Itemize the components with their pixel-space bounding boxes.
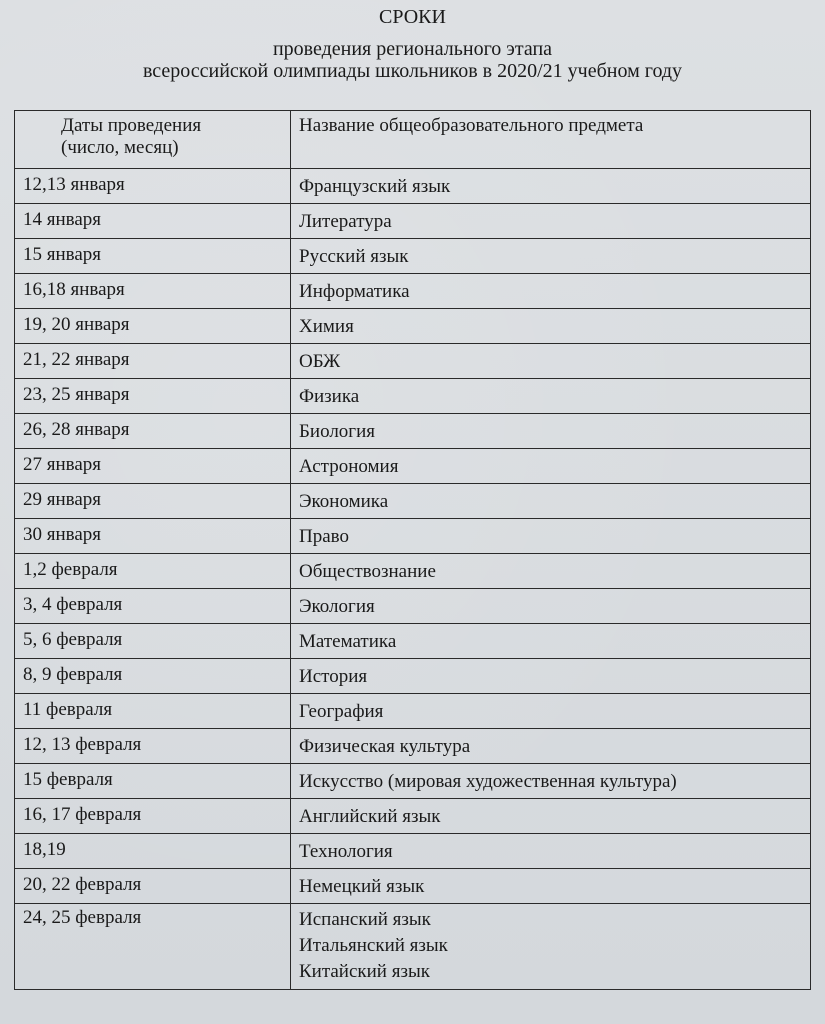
date-cell: 14 января	[15, 204, 291, 239]
subject-name: История	[299, 666, 368, 687]
subject-cell	[291, 169, 811, 204]
subject-cell	[291, 309, 811, 344]
date-cell: 19, 20 января	[15, 309, 291, 344]
subject-cell	[291, 869, 811, 904]
schedule-table	[14, 110, 811, 990]
table-row	[15, 169, 811, 204]
subject-name: Право	[299, 526, 349, 547]
table-row	[15, 309, 811, 344]
document-title: СРОКИ	[379, 6, 446, 28]
date-cell: 21, 22 января	[15, 344, 291, 379]
schedule-table-body	[15, 169, 811, 990]
subject-name: Физика	[299, 386, 360, 407]
table-row	[15, 519, 811, 554]
table-row	[15, 729, 811, 764]
table-row	[15, 589, 811, 624]
subject-name: Итальянский язык	[299, 935, 448, 956]
table-row	[15, 344, 811, 379]
date-cell: 15 января	[15, 239, 291, 274]
date-header-line-1: Даты проведения	[61, 115, 202, 136]
subject-cell	[291, 799, 811, 834]
subject-cell	[291, 834, 811, 869]
table-row	[15, 799, 811, 834]
date-cell: 11 февраля	[15, 694, 291, 729]
subject-cell	[291, 764, 811, 799]
table-row	[15, 659, 811, 694]
subject-cell	[291, 624, 811, 659]
subject-name: ОБЖ	[299, 351, 341, 372]
subject-cell	[291, 239, 811, 274]
date-cell: 12, 13 февраля	[15, 729, 291, 764]
subject-name: Математика	[299, 631, 397, 652]
date-cell: 26, 28 января	[15, 414, 291, 449]
subject-cell	[291, 379, 811, 414]
subject-name: Информатика	[299, 281, 410, 302]
subject-name: Французский язык	[299, 176, 451, 197]
date-cell: 30 января	[15, 519, 291, 554]
subject-name: Биология	[299, 421, 376, 442]
document-subtitle-line-1: проведения регионального этапа	[272, 38, 553, 60]
table-row	[15, 379, 811, 414]
date-cell: 5, 6 февраля	[15, 624, 291, 659]
subject-cell	[291, 484, 811, 519]
subject-cell	[291, 519, 811, 554]
date-cell: 12,13 января	[15, 169, 291, 204]
table-header-row	[15, 111, 811, 169]
date-cell: 24, 25 февраля	[15, 904, 291, 990]
date-cell: 16,18 января	[15, 274, 291, 309]
subject-name: География	[299, 701, 384, 722]
table-row	[15, 834, 811, 869]
subject-column-header: Название общеобразовательного предмета	[291, 111, 811, 169]
date-cell: 27 января	[15, 449, 291, 484]
date-cell: 16, 17 февраля	[15, 799, 291, 834]
date-cell: 18,19	[15, 834, 291, 869]
subject-name: Физическая культура	[299, 736, 471, 757]
document-subtitle-line-2: всероссийской олимпиады школьников в 2020/21 учебном году	[142, 60, 683, 82]
subject-cell	[291, 344, 811, 379]
subject-name: Химия	[299, 316, 354, 337]
table-row	[15, 414, 811, 449]
subject-cell	[291, 659, 811, 694]
subject-cell	[291, 204, 811, 239]
table-row	[15, 904, 811, 990]
subject-cell	[291, 904, 811, 990]
subject-cell	[291, 694, 811, 729]
subject-name: Технология	[299, 841, 393, 862]
date-cell: 29 января	[15, 484, 291, 519]
subject-name: Английский язык	[299, 806, 441, 827]
table-row	[15, 624, 811, 659]
subject-cell	[291, 729, 811, 764]
date-column-header	[15, 111, 291, 169]
date-header-line-2: (число, месяц)	[61, 137, 179, 158]
subject-name: Испанский язык	[299, 909, 431, 930]
table-row	[15, 554, 811, 589]
subject-cell	[291, 554, 811, 589]
date-cell: 15 февраля	[15, 764, 291, 799]
subject-cell	[291, 589, 811, 624]
date-cell: 1,2 февраля	[15, 554, 291, 589]
table-row	[15, 869, 811, 904]
subject-name: Экономика	[299, 491, 389, 512]
subject-cell	[291, 449, 811, 484]
subject-name: Обществознание	[299, 561, 436, 582]
table-row	[15, 484, 811, 519]
subject-name: Литература	[299, 211, 392, 232]
subject-cell	[291, 274, 811, 309]
date-cell: 23, 25 января	[15, 379, 291, 414]
subject-name: Русский язык	[299, 246, 409, 267]
date-cell: 20, 22 февраля	[15, 869, 291, 904]
date-cell: 8, 9 февраля	[15, 659, 291, 694]
subject-name: Астрономия	[299, 456, 399, 477]
table-row	[15, 239, 811, 274]
subject-name: Китайский язык	[299, 961, 430, 982]
table-row	[15, 449, 811, 484]
table-row	[15, 204, 811, 239]
table-row	[15, 764, 811, 799]
subject-name: Экология	[299, 596, 375, 617]
subject-cell	[291, 414, 811, 449]
subject-name: Искусство (мировая художественная культура)	[299, 771, 677, 792]
date-cell: 3, 4 февраля	[15, 589, 291, 624]
table-row	[15, 274, 811, 309]
subject-name: Немецкий язык	[299, 876, 425, 897]
table-row	[15, 694, 811, 729]
